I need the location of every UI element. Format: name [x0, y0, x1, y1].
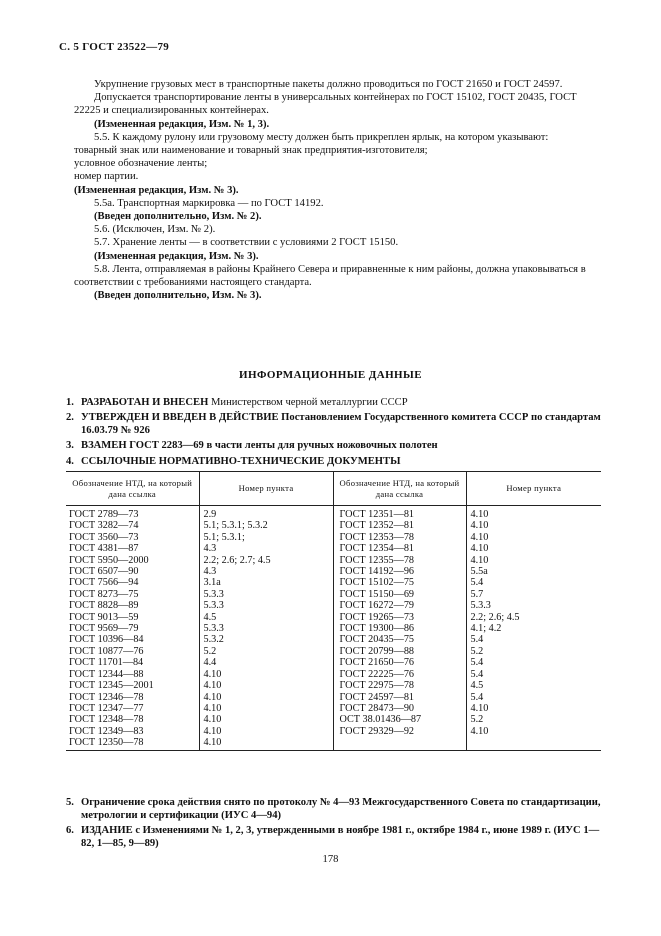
- table-cell-point: 5.4: [466, 577, 601, 588]
- table-cell-ntd: ГОСТ 15150—69: [333, 589, 466, 600]
- info-title: ИНФОРМАЦИОННЫЕ ДАННЫЕ: [239, 369, 422, 381]
- table-cell-point: 4.5: [466, 680, 601, 691]
- table-cell-ntd: ОСТ 38.01436—87: [333, 714, 466, 725]
- table-cell-point: 5.4: [466, 692, 601, 703]
- item-text: Постановлением Государственного комитета СССР по стандартам 16.03.79 № 926: [81, 412, 601, 436]
- table-cell-point: 4.10: [466, 555, 601, 566]
- table-row: [66, 566, 601, 577]
- list-item: номер партии.: [74, 171, 139, 183]
- table-cell-point: 4.10: [199, 680, 333, 691]
- table-cell-ntd: ГОСТ 12354—81: [333, 543, 466, 554]
- revision-note: (Введен дополнительно, Изм. № 3).: [94, 290, 262, 302]
- table-cell-point: 5.4: [466, 634, 601, 645]
- table-cell-point: 4.10: [199, 703, 333, 714]
- paragraph: 5.8. Лента, отправляемая в районы Крайнего Севера и приравненные к ним районы, должна упаковываться в соответствии с требованиями настоящего стандарта.: [74, 263, 586, 289]
- table-cell-point: 5.7: [466, 589, 601, 600]
- table-cell-point: 4.10: [199, 692, 333, 703]
- table-cell-ntd: ГОСТ 15102—75: [333, 577, 466, 588]
- table-cell-point: 4.4: [199, 657, 333, 668]
- table-row: [66, 506, 601, 521]
- table-row: [66, 555, 601, 566]
- table-cell-ntd: ГОСТ 28473—90: [333, 703, 466, 714]
- table-row: [66, 600, 601, 611]
- table-cell-ntd: ГОСТ 19300—86: [333, 623, 466, 634]
- item-text: в части ленты для ручных ножовочных полотен: [203, 440, 438, 451]
- table-cell-point: 5.1; 5.3.1;: [199, 532, 333, 543]
- table-cell-point: 5.1; 5.3.1; 5.3.2: [199, 520, 333, 531]
- table-cell-point: 4.10: [466, 532, 601, 543]
- table-cell-point: 5.4: [466, 657, 601, 668]
- table-cell-ntd: ГОСТ 12348—78: [69, 714, 144, 726]
- table-row: [66, 692, 601, 703]
- column-header-ntd: Обозначение НТД, на который дана ссылка: [333, 472, 466, 506]
- table-row: [66, 634, 601, 645]
- table-cell-point: 5.5а: [466, 566, 601, 577]
- table-cell-point: 5.3.2: [199, 634, 333, 645]
- revision-note: (Измененная редакция, Изм. № 1, 3).: [94, 118, 270, 130]
- item-heading: УТВЕРЖДЕН И ВВЕДЕН В ДЕЙСТВИЕ: [81, 412, 279, 423]
- info-item-3: [66, 439, 606, 452]
- info-item-2: [66, 411, 606, 437]
- table-cell-ntd: ГОСТ 12351—81: [333, 506, 466, 521]
- table-cell-ntd: ГОСТ 12349—83: [69, 725, 144, 737]
- table-cell-ntd: ГОСТ 21650—76: [333, 657, 466, 668]
- table-cell-point: 4.3: [199, 543, 333, 554]
- table-row: [66, 577, 601, 588]
- info-item-6: [66, 824, 606, 850]
- body-text: [74, 78, 604, 302]
- table-cell-point: 5.3.3: [199, 600, 333, 611]
- info-item-4: [66, 455, 606, 468]
- table-row: [66, 703, 601, 714]
- table-header-row: [66, 472, 601, 506]
- table-cell-point: 4.10: [466, 520, 601, 531]
- column-header-ntd: Обозначение НТД, на который дана ссылка: [66, 472, 199, 506]
- page-header: С. 5 ГОСТ 23522—79: [59, 41, 170, 53]
- reference-table: [66, 471, 601, 751]
- info-item-1: [66, 396, 606, 409]
- table-cell-point: 5.2: [466, 714, 601, 725]
- table-cell-point: 4.10: [466, 726, 601, 737]
- table-cell-ntd: ГОСТ 3560—73: [69, 531, 139, 543]
- paragraph: 5.7. Хранение ленты — в соответствии с условиями 2 ГОСТ 15150.: [94, 237, 399, 249]
- table-cell-point: 5.2: [199, 646, 333, 657]
- list-item: условное обозначение ленты;: [74, 158, 208, 170]
- item-heading: РАЗРАБОТАН И ВНЕСЕН: [81, 397, 209, 408]
- item-number: 1.: [66, 397, 74, 408]
- item-heading: ВЗАМЕН ГОСТ 2283—69: [81, 440, 204, 451]
- revision-note: (Введен дополнительно, Изм. № 2).: [94, 211, 262, 223]
- table-cell-point: 5.3.3: [199, 623, 333, 634]
- table-row: [66, 680, 601, 691]
- table-cell-ntd: ГОСТ 11701—84: [69, 657, 144, 669]
- item-number: 3.: [66, 440, 74, 451]
- table-cell-ntd: ГОСТ 12350—78: [66, 737, 199, 750]
- table-row: [66, 646, 601, 657]
- item-heading: ССЫЛОЧНЫЕ НОРМАТИВНО-ТЕХНИЧЕСКИЕ ДОКУМЕНТЫ: [81, 456, 401, 467]
- item-number: 2.: [66, 412, 74, 423]
- table-cell-point: 2.2; 2.6; 4.5: [466, 612, 601, 623]
- table-cell-ntd: ГОСТ 10877—76: [69, 645, 144, 657]
- table-cell-point: 4.10: [199, 669, 333, 680]
- item-text: с Изменениями № 1, 2, 3, утвержденными в ноябре 1981 г., октябре 1984 г., июне 1989 г. (ИУС 1—82, 1—85, 9—89): [81, 825, 600, 849]
- table-cell-point: 5.2: [466, 646, 601, 657]
- table-cell-point: 5.3.3: [466, 600, 601, 611]
- table-cell-ntd: ГОСТ 10396—84: [69, 634, 144, 646]
- table-row: [66, 737, 601, 750]
- table-cell-ntd: ГОСТ 7566—94: [69, 577, 139, 589]
- table-cell-point: [466, 737, 601, 750]
- table-row: [66, 657, 601, 668]
- table-cell-ntd: ГОСТ 2789—73: [69, 509, 139, 520]
- item-text: Ограничение срока действия снято по протоколу № 4—93 Межгосударственного Совета по стандартизации, метрологии и сертификации (ИУС 4—94): [81, 797, 601, 821]
- table-cell-ntd: ГОСТ 12353—78: [333, 532, 466, 543]
- table-cell-ntd: ГОСТ 6507—90: [69, 566, 139, 578]
- table-cell-ntd: ГОСТ 16272—79: [333, 600, 466, 611]
- table-cell-ntd: ГОСТ 20435—75: [333, 634, 466, 645]
- item-text: Министерством черной металлургии СССР: [208, 397, 408, 408]
- revision-note: (Измененная редакция, Изм. № 3).: [94, 250, 259, 262]
- table-cell-ntd: ГОСТ 12346—78: [69, 691, 144, 703]
- info-item-5: [66, 796, 606, 822]
- table-cell-ntd: ГОСТ 8273—75: [69, 588, 139, 600]
- table-cell-point: 4.10: [199, 726, 333, 737]
- list-item: товарный знак или наименование и товарный знак предприятия-изготовителя;: [74, 145, 428, 157]
- table-cell-ntd: ГОСТ 12352—81: [333, 520, 466, 531]
- paragraph: 5.5. К каждому рулону или грузовому месту должен быть прикреплен ярлык, на котором указывают:: [94, 131, 549, 143]
- table-cell-point: 4.10: [466, 703, 601, 714]
- table-cell-ntd: ГОСТ 22225—76: [333, 669, 466, 680]
- table-cell-point: 4.10: [199, 714, 333, 725]
- item-heading: ИЗДАНИЕ: [81, 825, 133, 836]
- table-cell-point: 4.10: [466, 543, 601, 554]
- revision-note: (Измененная редакция, Изм. № 3).: [74, 184, 239, 196]
- paragraph: 5.5а. Транспортная маркировка — по ГОСТ 14192.: [94, 197, 324, 209]
- table-row: [66, 520, 601, 531]
- page-number: 178: [322, 854, 339, 865]
- column-header-point: Номер пункта: [466, 472, 601, 506]
- table-row: [66, 714, 601, 725]
- table-row: [66, 726, 601, 737]
- table-cell-point: 2.9: [199, 506, 333, 521]
- table-cell-ntd: ГОСТ 5950—2000: [69, 554, 149, 566]
- table-row: [66, 612, 601, 623]
- table-cell-point: 4.1; 4.2: [466, 623, 601, 634]
- table-cell-ntd: ГОСТ 12347—77: [69, 702, 144, 714]
- column-header-point: Номер пункта: [199, 472, 333, 506]
- table-cell-ntd: ГОСТ 14192—96: [333, 566, 466, 577]
- table-row: [66, 532, 601, 543]
- table-cell-ntd: ГОСТ 24597—81: [333, 692, 466, 703]
- item-number: 5.: [66, 797, 74, 808]
- table-row: [66, 623, 601, 634]
- table-cell-ntd: ГОСТ 9013—59: [69, 611, 139, 623]
- table-cell-ntd: ГОСТ 20799—88: [333, 646, 466, 657]
- table-cell-ntd: ГОСТ 19265—73: [333, 612, 466, 623]
- table-cell-point: 4.10: [466, 506, 601, 521]
- table-cell-point: 5.3.3: [199, 589, 333, 600]
- table-cell-point: 4.3: [199, 566, 333, 577]
- table-cell-ntd: ГОСТ 12344—88: [69, 668, 144, 680]
- table-cell-point: 5.4: [466, 669, 601, 680]
- table-cell-ntd: ГОСТ 12355—78: [333, 555, 466, 566]
- table-cell-ntd: ГОСТ 12345—2001: [69, 680, 154, 692]
- table-row: [66, 589, 601, 600]
- table-cell-ntd: ГОСТ 9569—79: [69, 623, 139, 635]
- paragraph: Укрупнение грузовых мест в транспортные пакеты должно проводиться по ГОСТ 21650 и ГОСТ 24597.: [94, 79, 563, 90]
- paragraph: Допускается транспортирование ленты в универсальных контейнерах по ГОСТ 15102, ГОСТ 20435, ГОСТ 22225 и специализированных контейнерах.: [74, 92, 577, 117]
- table-cell-point: 4.5: [199, 612, 333, 623]
- table-cell-ntd: ГОСТ 4381—87: [69, 543, 139, 555]
- table-cell-ntd: ГОСТ 29329—92: [333, 726, 466, 737]
- table-row: [66, 669, 601, 680]
- table-cell-ntd: ГОСТ 22975—78: [333, 680, 466, 691]
- table-cell-ntd: ГОСТ 3282—74: [69, 520, 139, 532]
- table-row: [66, 543, 601, 554]
- item-number: 6.: [66, 825, 74, 836]
- table-cell-ntd: ГОСТ 8828—89: [69, 600, 139, 612]
- table-cell-ntd: [333, 737, 466, 750]
- table-cell-point: 3.1а: [199, 577, 333, 588]
- table-cell-point: 4.10: [199, 737, 333, 750]
- item-number: 4.: [66, 456, 74, 467]
- paragraph: 5.6. (Исключен, Изм. № 2).: [94, 224, 216, 236]
- table-cell-point: 2.2; 2.6; 2.7; 4.5: [199, 555, 333, 566]
